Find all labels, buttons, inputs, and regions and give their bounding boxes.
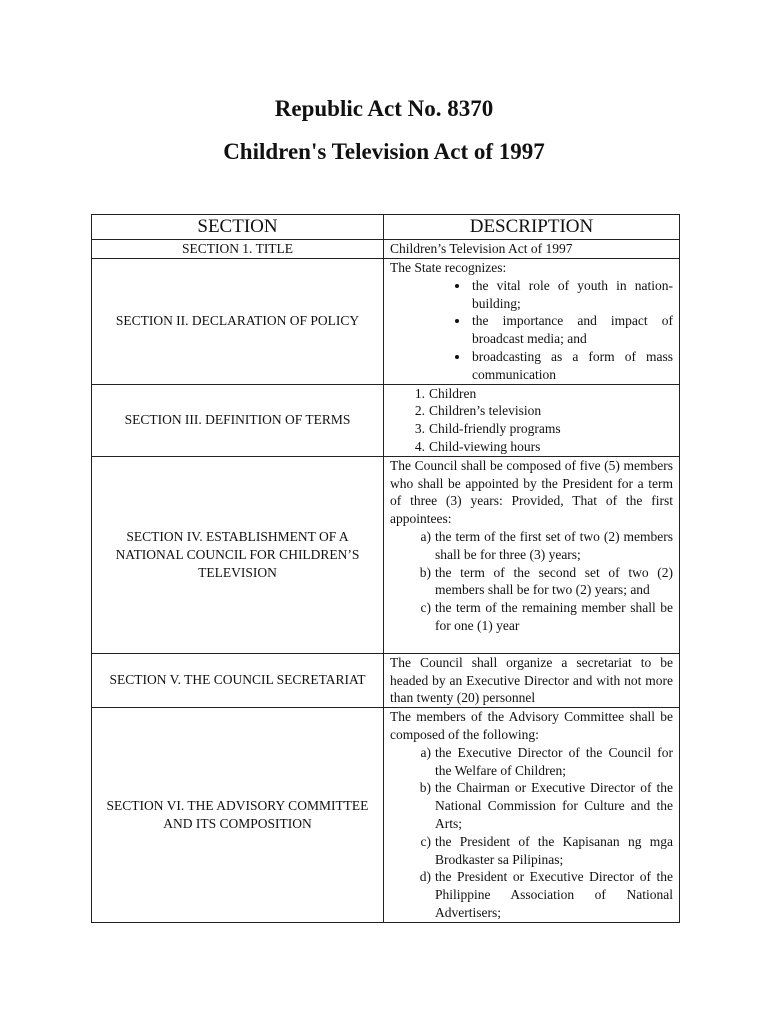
- table-row: [92, 708, 680, 923]
- sections-table: [91, 214, 680, 923]
- list-item: c) the President of the Kapisanan ng mga Brodkaster sa Pilipinas;: [435, 833, 673, 869]
- document-subtitle: Children's Television Act of 1997: [223, 139, 545, 164]
- section-cell: SECTION IV. ESTABLISHMENT OF A NATIONAL COUNCIL FOR CHILDREN’S TELEVISION: [92, 456, 384, 653]
- list-marker: 2.: [414, 403, 425, 419]
- terms-list: [390, 385, 673, 456]
- list-item: c) the term of the remaining member shall be for one (1) year: [435, 599, 673, 635]
- list-marker: a): [420, 528, 431, 544]
- table-row: [92, 240, 680, 259]
- table-header-row: [92, 215, 680, 240]
- list-marker: c): [420, 833, 431, 849]
- list-marker: 4.: [414, 438, 425, 454]
- list-item: 1. Children: [429, 385, 673, 403]
- description-cell: [384, 259, 680, 385]
- terms-of-office-list: [390, 528, 673, 635]
- description-cell: [384, 384, 680, 456]
- policy-list: [390, 277, 673, 384]
- list-item: a) the term of the first set of two (2) members shall be for three (3) years;: [435, 528, 673, 564]
- list-marker: a): [420, 744, 431, 760]
- section-cell: SECTION 1. TITLE: [92, 240, 384, 259]
- committee-members-list: [390, 744, 673, 922]
- description-cell: [384, 708, 680, 923]
- list-marker: 3.: [414, 421, 425, 437]
- list-marker: b): [419, 564, 431, 580]
- list-marker: b): [419, 780, 431, 796]
- list-item: b) the Chairman or Executive Director of the National Commission for Culture and the Arts;: [435, 779, 673, 832]
- list-marker: c): [420, 600, 431, 616]
- section-cell: SECTION VI. THE ADVISORY COMMITTEE AND ITS COMPOSITION: [92, 708, 384, 923]
- list-item: • broadcasting as a form of mass communication: [470, 348, 673, 384]
- list-item: a) the Executive Director of the Council for the Welfare of Children;: [435, 744, 673, 780]
- list-item: 2. Children’s television: [429, 402, 673, 420]
- table-row: [92, 384, 680, 456]
- list-item: 4. Child-viewing hours: [429, 438, 673, 456]
- list-marker: d): [419, 869, 431, 885]
- list-item: • the vital role of youth in nation-building;: [470, 277, 673, 313]
- description-intro: The State recognizes:: [390, 260, 507, 275]
- description-cell: Children’s Television Act of 1997: [384, 240, 680, 259]
- description-cell: [384, 456, 680, 653]
- section-cell: SECTION III. DEFINITION OF TERMS: [92, 384, 384, 456]
- list-item: • the importance and impact of broadcast media; and: [470, 312, 673, 348]
- description-intro: The members of the Advisory Committee shall be composed of the following:: [390, 709, 673, 742]
- list-item: d) the President or Executive Director of the Philippine Association of National Advertisers;: [435, 868, 673, 921]
- list-item: b) the term of the second set of two (2) members shall be for two (2) years; and: [435, 564, 673, 600]
- document-title: Republic Act No. 8370: [274, 96, 494, 121]
- list-item: 3. Child-friendly programs: [429, 420, 673, 438]
- list-marker: 1.: [414, 385, 425, 401]
- section-cell: SECTION II. DECLARATION OF POLICY: [92, 259, 384, 385]
- description-cell: The Council shall organize a secretariat to be headed by an Executive Director and with not more than twenty (20) personnel: [384, 653, 680, 707]
- table-row: [92, 259, 680, 385]
- header-section: SECTION: [92, 215, 384, 240]
- description-intro: The Council shall be composed of five (5) members who shall be appointed by the President for a term of three (3) years: Provided, That of the first appointees:: [390, 457, 673, 527]
- section-cell: SECTION V. THE COUNCIL SECRETARIAT: [92, 653, 384, 707]
- table-row: [92, 456, 680, 653]
- header-description: DESCRIPTION: [384, 215, 680, 240]
- table-row: [92, 653, 680, 707]
